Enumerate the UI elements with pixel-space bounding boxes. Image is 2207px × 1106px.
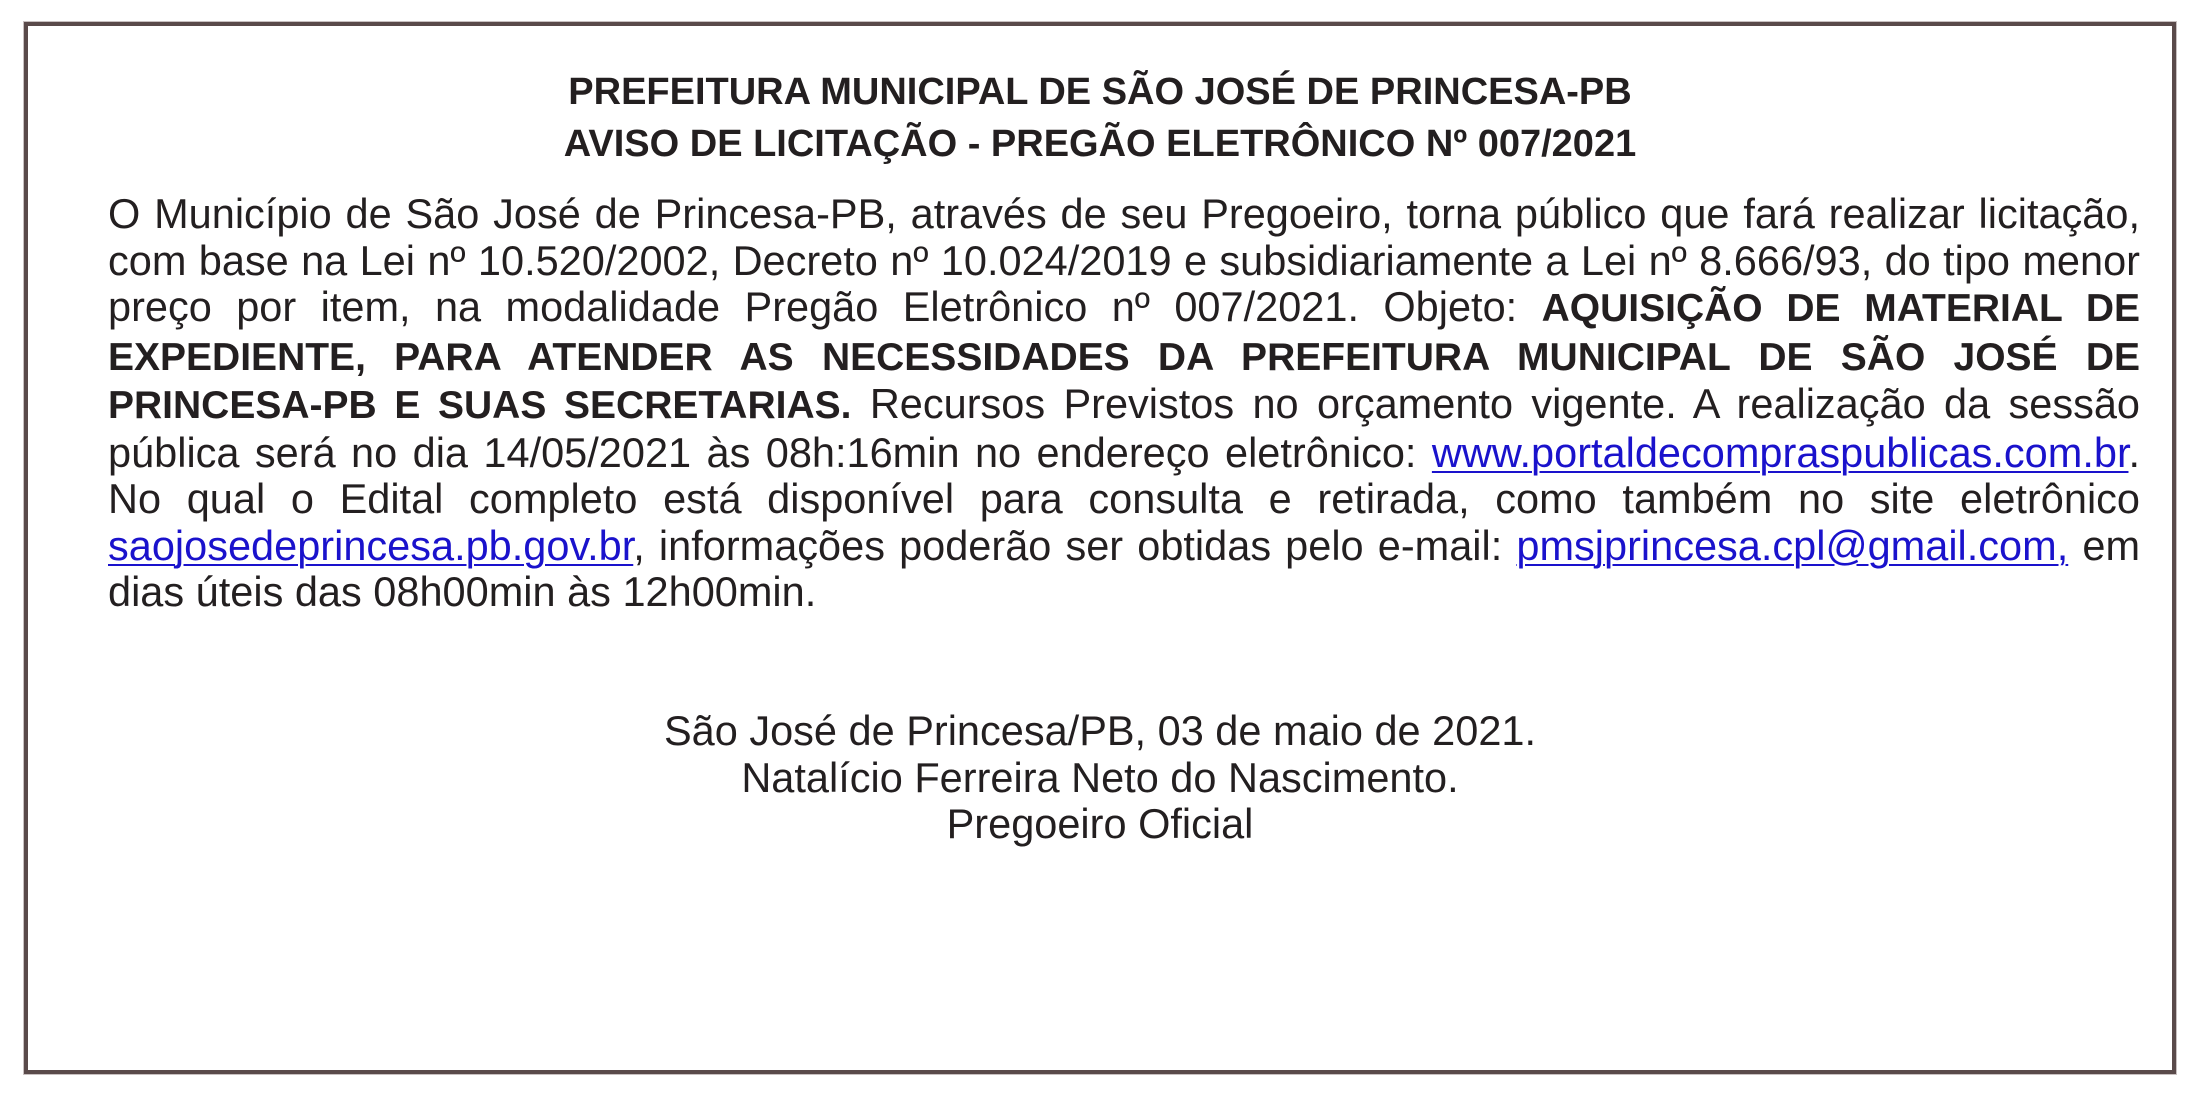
notice-frame (24, 22, 2176, 1074)
intro-text: O Município de São José de Princesa-PB, através de seu Pregoeiro, torna público que fará realizar licitação, com base na Lei nº 10.520/2002, Decreto nº 10.024/2019 e subsidiariamente a Lei nº 8.666/93, do tipo menor preço por item, na modalidade Pregão Eletrônico nº 007/2021. Objeto: (108, 190, 2140, 330)
notice-title: AVISO DE LICITAÇÃO - PREGÃO ELETRÔNICO Nº 007/2021 (563, 123, 1637, 165)
object-text: AQUISIÇÃO DE MATERIAL DE EXPEDIENTE, PARA ATENDER AS NECESSIDADES DA PREFEITURA MUNICIPAL DE SÃO JOSÉ DE PRINCESA-PB E SUAS SECRETARIAS. (108, 287, 2141, 427)
hours-text: em dias úteis das 08h00min às 12h00min. (108, 521, 2141, 615)
info-text: , informações poderão ser obtidas pelo e-mail: (633, 521, 1503, 569)
email-link[interactable]: pmsjprincesa.cpl@gmail.com, (1516, 521, 2069, 569)
place-date: São José de Princesa/PB, 03 de maio de 2021. (663, 707, 1537, 754)
signer-name: Natalício Ferreira Neto do Nascimento. (741, 753, 1459, 801)
signer-role: Pregoeiro Oficial (946, 800, 1254, 847)
notice-header (28, 66, 2172, 170)
signature-block (28, 708, 2172, 848)
portal-link[interactable]: www.portaldecompraspublicas.com.br (1431, 428, 2129, 476)
session-text: Recursos Previstos no orçamento vigente. A realização da sessão pública será no dia 14/05/2021 às 08h:16min no endereço eletrônico: (108, 380, 2140, 476)
site-link[interactable]: saojosedeprincesa.pb.gov.br (108, 521, 634, 569)
municipality-title: PREFEITURA MUNICIPAL DE SÃO JOSÉ DE PRINCESA-PB (568, 71, 1632, 113)
edital-text: . No qual o Edital completo está disponível para consulta e retirada, como também no site eletrônico (108, 428, 2141, 522)
notice-body (108, 191, 2140, 616)
